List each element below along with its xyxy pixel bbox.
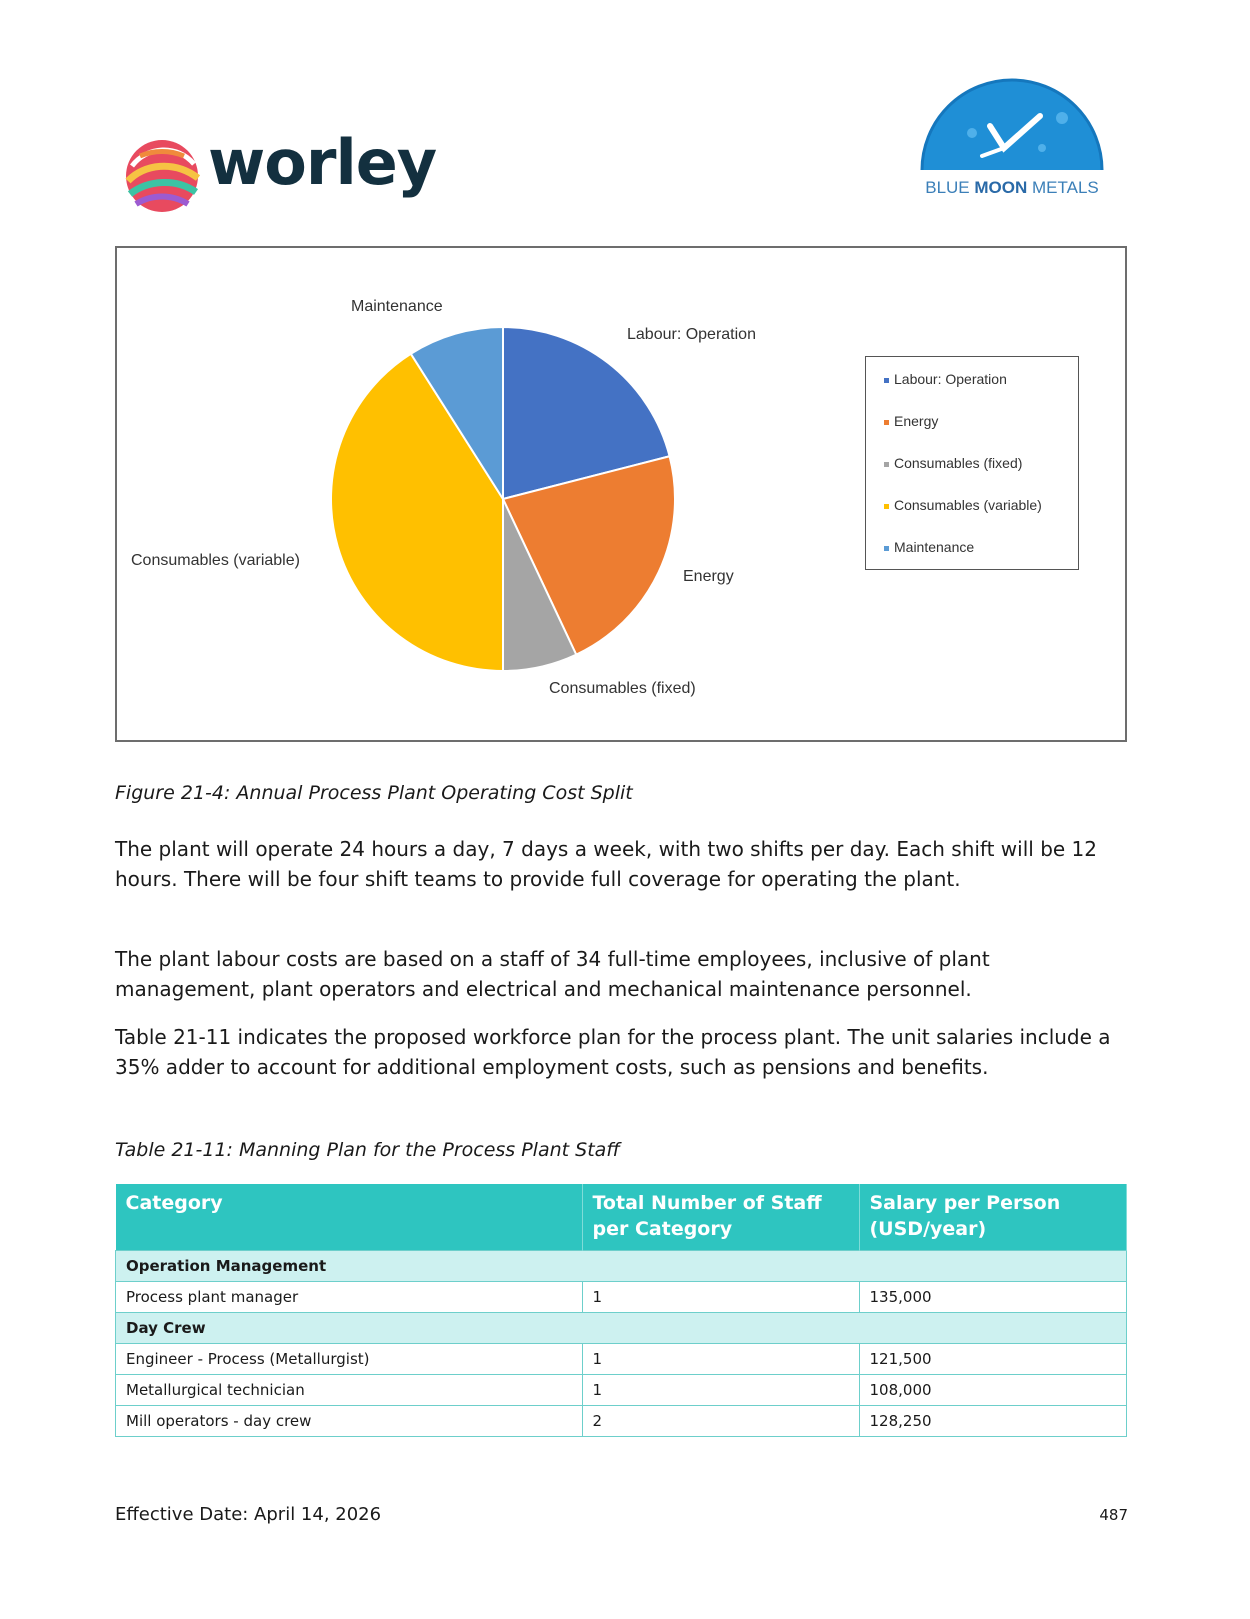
chart-legend (865, 356, 1079, 570)
legend-swatch (884, 546, 889, 551)
legend-item-consumables-variable: Consumables (variable) (884, 497, 1042, 513)
slice-label-energy: Energy (683, 568, 734, 585)
legend-item-maintenance: Maintenance (884, 539, 974, 555)
cell-salary: 135,000 (859, 1282, 1127, 1313)
blue-moon-metals-logo (912, 78, 1112, 203)
manning-plan-table (115, 1184, 1127, 1437)
slice-label-labour-operation: Labour: Operation (627, 326, 756, 343)
legend-swatch (884, 378, 889, 383)
cell-salary: 128,250 (859, 1406, 1127, 1437)
table-caption: Table 21-11: Manning Plan for the Process Plant Staff (115, 1139, 621, 1161)
paragraph-operation-schedule: The plant will operate 24 hours a day, 7 days a week, with two shifts per day. Each shift will be 12 hours. There will be four shift teams to provide full coverage for operating the plant. (115, 837, 1098, 891)
cell-category: Mill operators - day crew (116, 1406, 583, 1437)
table-section-row (116, 1251, 1127, 1282)
slice-label-maintenance: Maintenance (351, 298, 443, 315)
legend-item-labour-operation: Labour: Operation (884, 371, 1007, 387)
cell-staff-count: 2 (582, 1406, 859, 1437)
table-row (116, 1375, 1127, 1406)
figure-caption: Figure 21-4: Annual Process Plant Operating Cost Split (115, 782, 633, 804)
legend-item-energy: Energy (884, 413, 938, 429)
section-operation-management: Operation Management (116, 1251, 1127, 1282)
cell-staff-count: 1 (582, 1375, 859, 1406)
table-header-row (116, 1184, 1127, 1251)
cell-category: Engineer - Process (Metallurgist) (116, 1344, 583, 1375)
cell-salary: 108,000 (859, 1375, 1127, 1406)
header-category: Category (116, 1184, 583, 1251)
pie-chart-frame (115, 246, 1127, 742)
legend-item-consumables-fixed: Consumables (fixed) (884, 455, 1022, 471)
footer-page-number: 487 (1099, 1506, 1128, 1524)
slice-label-consumables-fixed: Consumables (fixed) (549, 680, 696, 697)
cell-category: Process plant manager (116, 1282, 583, 1313)
moon-icon (912, 78, 1112, 178)
cell-staff-count: 1 (582, 1344, 859, 1375)
legend-swatch (884, 462, 889, 467)
table-section-row (116, 1313, 1127, 1344)
paragraph-labour-costs: The plant labour costs are based on a staff of 34 full-time employees, inclusive of plant management, plant operators and electrical and mechanical maintenance personnel. (115, 947, 990, 1001)
legend-swatch (884, 420, 889, 425)
table-row (116, 1406, 1127, 1437)
legend-swatch (884, 504, 889, 509)
footer-effective-date: Effective Date: April 14, 2026 (115, 1504, 382, 1525)
table-row (116, 1282, 1127, 1313)
worley-swirl-icon (122, 136, 202, 216)
worley-wordmark: worley (208, 126, 437, 199)
paragraph-workforce-plan: Table 21-11 indicates the proposed workforce plan for the process plant. The unit salaries include a 35% adder to account for additional employment costs, such as pensions and benefits. (115, 1025, 1111, 1079)
section-day-crew: Day Crew (116, 1313, 1127, 1344)
worley-logo (122, 126, 452, 220)
header-salary: Salary per Person (USD/year) (859, 1184, 1127, 1251)
cell-category: Metallurgical technician (116, 1375, 583, 1406)
table-row (116, 1344, 1127, 1375)
slice-label-consumables-variable: Consumables (variable) (131, 552, 300, 569)
cell-salary: 121,500 (859, 1344, 1127, 1375)
cell-staff-count: 1 (582, 1282, 859, 1313)
header-total-staff: Total Number of Staff per Category (582, 1184, 859, 1251)
blue-moon-metals-wordmark: BLUE MOON METALS (925, 178, 1099, 197)
